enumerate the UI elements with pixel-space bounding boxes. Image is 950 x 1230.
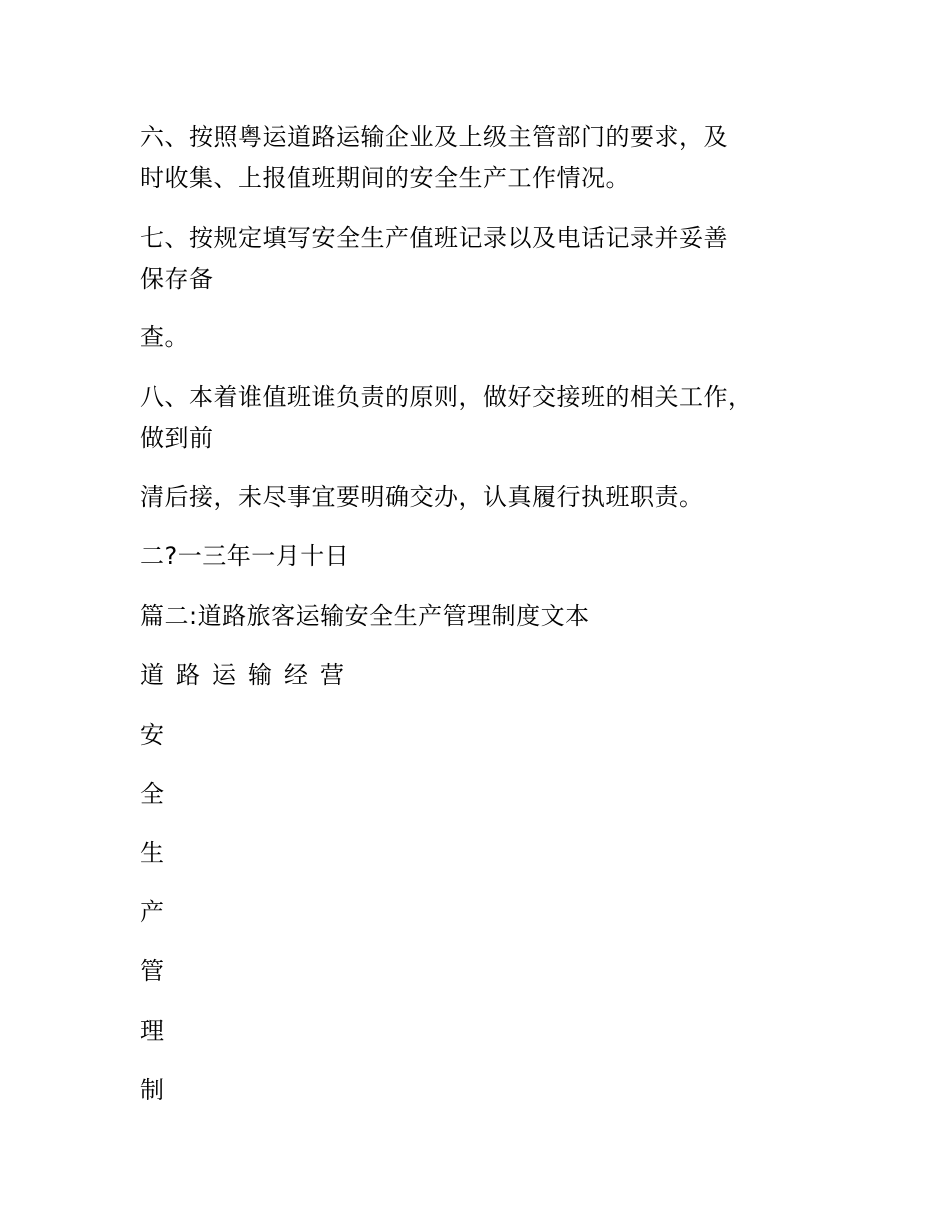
paragraph-6-line-1: 六、按照粤运道路运输企业及上级主管部门的要求，及 (140, 123, 728, 151)
vertical-char-text: 安 (140, 721, 165, 749)
vertical-char-text: 全 (140, 780, 165, 808)
paragraph-7 (140, 218, 820, 300)
vertical-char-text: 制 (140, 1076, 165, 1104)
spaced-heading (140, 655, 820, 696)
paragraph-6-line-2: 时收集、上报值班期间的安全生产工作情况。 (140, 164, 630, 192)
section-title-text: 篇二:道路旅客运输安全生产管理制度文本 (140, 602, 590, 630)
vertical-char-1 (140, 715, 820, 756)
paragraph-8 (140, 377, 820, 459)
spaced-heading-text: 道路运输经营 (140, 661, 356, 689)
paragraph-7-continuation (140, 317, 820, 358)
paragraph-8-line-2: 做到前 (140, 424, 214, 452)
date-line (140, 536, 820, 577)
vertical-char-text: 生 (140, 839, 165, 867)
vertical-char-text: 产 (140, 898, 165, 926)
section-title (140, 596, 820, 637)
vertical-char-6 (140, 1011, 820, 1052)
paragraph-6 (140, 117, 820, 199)
paragraph-8-line-1: 八、本着谁值班谁负责的原则，做好交接班的相关工作， (140, 383, 753, 411)
vertical-char-text: 理 (140, 1017, 165, 1045)
paragraph-7-line-2: 保存备 (140, 265, 214, 293)
paragraph-8-continuation (140, 477, 820, 518)
vertical-char-2 (140, 774, 820, 815)
paragraph-7-line-1: 七、按规定填写安全生产值班记录以及电话记录并妥善 (140, 224, 728, 252)
vertical-char-3 (140, 833, 820, 874)
vertical-char-4 (140, 892, 820, 933)
paragraph-7-cont-line: 查。 (140, 323, 189, 351)
vertical-char-text: 管 (140, 957, 165, 985)
date-text: 二?一三年一月十日 (140, 542, 350, 570)
vertical-char-7 (140, 1070, 820, 1111)
paragraph-8-cont-line: 清后接，未尽事宜要明确交办，认真履行执班职责。 (140, 483, 704, 511)
vertical-char-5 (140, 951, 820, 992)
